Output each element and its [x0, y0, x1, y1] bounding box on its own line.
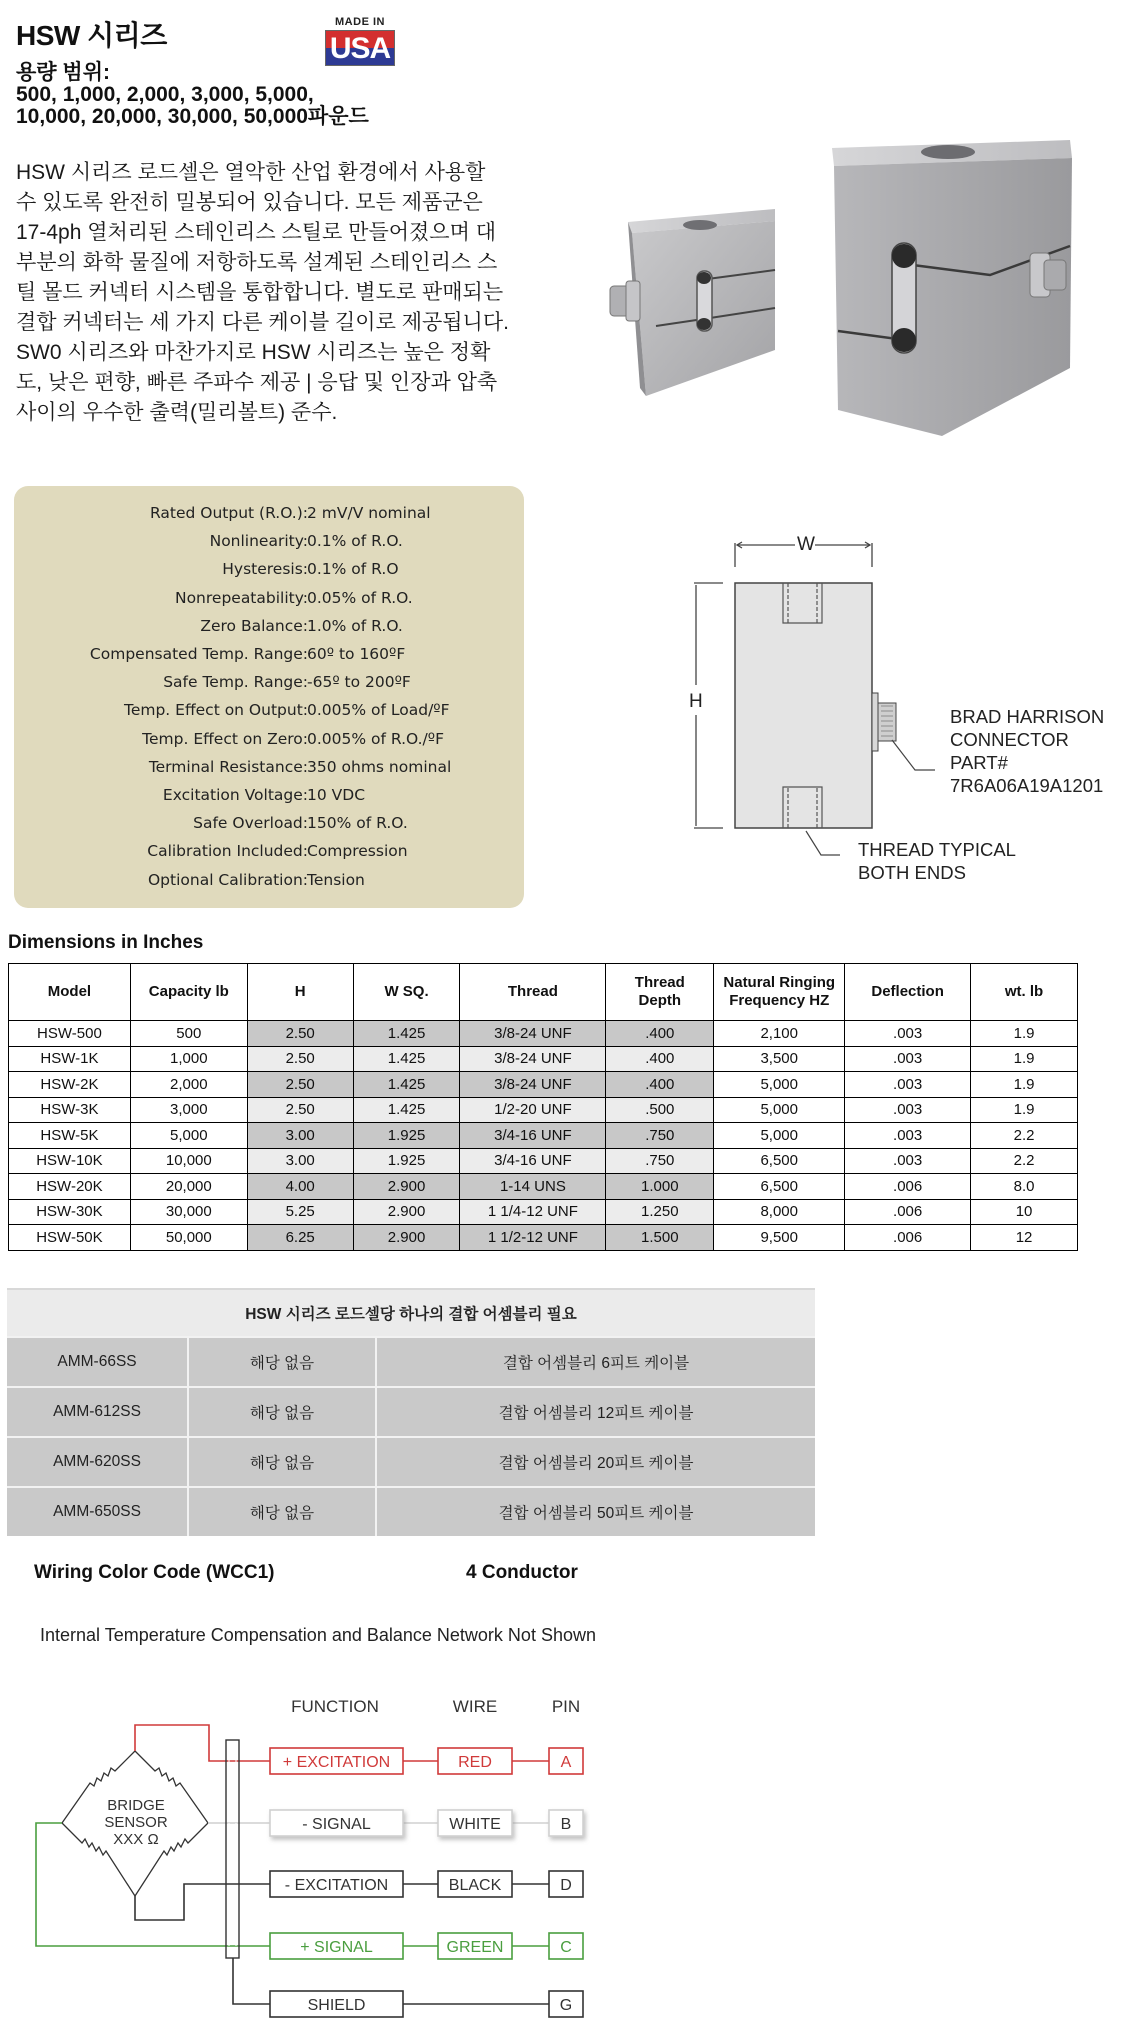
- spec-row: [14, 758, 524, 786]
- table-cell: 3/4-16 UNF: [460, 1148, 606, 1174]
- shield-wire: [233, 1958, 270, 2004]
- table-cell: 10,000: [130, 1148, 247, 1174]
- table-cell: 2.2: [971, 1148, 1078, 1174]
- table-row: [9, 1199, 1078, 1225]
- table-cell: HSW-30K: [9, 1199, 131, 1225]
- wire-box-label: BLACK: [448, 1877, 502, 1894]
- wiring-note: Internal Temperature Compensation and Balance Network Not Shown: [40, 1625, 596, 1645]
- connector-line-3: PART#: [950, 752, 1008, 773]
- accessory-description: 결합 어셈블리 20피트 케이블: [376, 1437, 815, 1487]
- spec-value: Compression: [307, 842, 408, 861]
- column-header: Thread Depth: [606, 964, 714, 1021]
- table-cell: .006: [845, 1174, 971, 1200]
- large-load-cell: [832, 140, 1072, 436]
- made-in-text: MADE IN: [335, 16, 385, 28]
- table-cell: 2.900: [353, 1174, 460, 1200]
- accessory-row: [7, 1387, 815, 1437]
- table-cell: 2.50: [247, 1072, 353, 1098]
- table-cell: 10: [971, 1199, 1078, 1225]
- spec-row: [14, 560, 524, 588]
- table-cell: 1.9: [971, 1072, 1078, 1098]
- table-row: [9, 1021, 1078, 1047]
- function-box-label: - EXCITATION: [284, 1877, 389, 1894]
- table-cell: 2.50: [247, 1046, 353, 1072]
- thread-note-line-2: BOTH ENDS: [858, 862, 966, 883]
- table-cell: .006: [845, 1225, 971, 1251]
- spec-label: Safe Overload:: [193, 814, 308, 833]
- wiring-diagram: [0, 1680, 640, 2039]
- table-row: [9, 1123, 1078, 1149]
- spec-value: 2 mV/V nominal: [307, 504, 431, 522]
- wiring-row: [270, 1871, 583, 1897]
- column-header: H: [247, 964, 353, 1021]
- table-cell: 1.925: [353, 1148, 460, 1174]
- connector-part-number: 7R6A06A19A1201: [950, 775, 1104, 796]
- table-cell: .500: [606, 1097, 714, 1123]
- table-cell: 1.250: [606, 1199, 714, 1225]
- spec-value: 60º to 160ºF: [307, 645, 406, 663]
- table-cell: HSW-5K: [9, 1123, 131, 1149]
- h-label: H: [689, 691, 703, 712]
- table-cell: 3.00: [247, 1123, 353, 1149]
- accessory-row: [7, 1437, 815, 1487]
- spec-value: -65º to 200ºF: [307, 673, 411, 692]
- accessory-model: AMM-66SS: [7, 1337, 188, 1387]
- page-title: HSW 시리즈: [16, 20, 167, 51]
- table-cell: 2.900: [353, 1225, 460, 1251]
- table-row: [9, 1046, 1078, 1072]
- table-cell: 1 1/2-12 UNF: [460, 1225, 606, 1251]
- table-cell: .400: [606, 1021, 714, 1047]
- spec-label: Compensated Temp. Range:: [89, 645, 308, 663]
- dimensions-header-row: [9, 964, 1078, 1021]
- pin-column-header: PIN: [551, 1697, 581, 1716]
- dimensions-title: Dimensions in Inches: [8, 932, 204, 953]
- table-cell: 3/8-24 UNF: [460, 1072, 606, 1098]
- spec-row: [14, 532, 524, 560]
- bridge-label-3: XXX Ω: [113, 1831, 159, 1848]
- table-cell: 6,500: [714, 1148, 845, 1174]
- spec-label: Temp. Effect on Zero:: [142, 729, 308, 748]
- wiring-title: Wiring Color Code (WCC1): [34, 1562, 275, 1583]
- table-cell: 1.500: [606, 1225, 714, 1251]
- table-cell: 5,000: [714, 1123, 845, 1149]
- accessory-description: 결합 어셈블리 12피트 케이블: [376, 1387, 815, 1437]
- spec-value: 0.1% of R.O: [307, 560, 399, 579]
- column-header: Thread: [460, 964, 606, 1021]
- black-wire: [135, 1884, 270, 1920]
- spec-row: [14, 701, 524, 729]
- table-cell: 5,000: [714, 1072, 845, 1098]
- column-header: Capacity lb: [130, 964, 247, 1021]
- spec-label: Excitation Voltage:: [162, 786, 308, 804]
- spec-value: 0.005% of R.O./ºF: [307, 729, 444, 748]
- column-header: W SQ.: [353, 964, 460, 1021]
- dimension-drawing: [680, 525, 1144, 895]
- table-cell: 1.9: [971, 1046, 1078, 1072]
- table-row: [9, 1148, 1078, 1174]
- wire-column-header: WIRE: [452, 1697, 498, 1716]
- red-wire: [135, 1725, 270, 1761]
- table-cell: 6,500: [714, 1174, 845, 1200]
- spec-panel: [14, 486, 524, 908]
- accessory-na: 해당 없음: [188, 1437, 376, 1487]
- accessory-description: 결합 어셈블리 6피트 케이블: [376, 1337, 815, 1387]
- wire-box-label: WHITE: [449, 1816, 501, 1833]
- table-cell: 5.25: [247, 1199, 353, 1225]
- table-cell: 1.000: [606, 1174, 714, 1200]
- table-cell: HSW-500: [9, 1021, 131, 1047]
- accessory-na: 해당 없음: [188, 1487, 376, 1536]
- table-cell: 2.2: [971, 1123, 1078, 1149]
- table-cell: 3.00: [247, 1148, 353, 1174]
- table-cell: 1 1/4-12 UNF: [460, 1199, 606, 1225]
- column-header: wt. lb: [971, 964, 1078, 1021]
- table-cell: .003: [845, 1021, 971, 1047]
- made-in-usa-logo: [325, 16, 395, 68]
- wire-box-label: RED: [458, 1754, 492, 1771]
- usa-text: USA: [329, 32, 391, 65]
- table-cell: 1.425: [353, 1097, 460, 1123]
- table-cell: HSW-2K: [9, 1072, 131, 1098]
- table-cell: 3,500: [714, 1046, 845, 1072]
- table-cell: 3/4-16 UNF: [460, 1123, 606, 1149]
- usa-flag-icon: [325, 30, 395, 66]
- spec-value: 0.05% of R.O.: [307, 588, 413, 607]
- capacity-values-line1: 500, 1,000, 2,000, 3,000, 5,000,: [16, 83, 314, 106]
- wire-box-label: GREEN: [446, 1939, 504, 1956]
- table-cell: 2.900: [353, 1199, 460, 1225]
- spec-value: Tension: [307, 870, 365, 889]
- capacity-label: 용량 범위:: [16, 61, 110, 84]
- connector-line-2: CONNECTOR: [950, 729, 1069, 750]
- pin-box-label: C: [560, 1939, 572, 1956]
- product-photo: [600, 138, 1090, 468]
- bridge-label-2: SENSOR: [104, 1814, 168, 1831]
- table-cell: 1,000: [130, 1046, 247, 1072]
- spec-label: Terminal Resistance:: [148, 757, 308, 776]
- spec-row: [14, 617, 524, 645]
- table-cell: HSW-20K: [9, 1174, 131, 1200]
- table-cell: .006: [845, 1199, 971, 1225]
- table-cell: .750: [606, 1148, 714, 1174]
- table-cell: .003: [845, 1097, 971, 1123]
- table-cell: HSW-1K: [9, 1046, 131, 1072]
- spec-value: 10 VDC: [307, 786, 366, 804]
- table-cell: .003: [845, 1148, 971, 1174]
- table-cell: 500: [130, 1021, 247, 1047]
- table-cell: 8,000: [714, 1199, 845, 1225]
- pin-box-label: G: [559, 1997, 573, 2014]
- function-column-header: FUNCTION: [291, 1697, 379, 1716]
- spec-label: Optional Calibration:: [147, 870, 308, 889]
- capacity-values-line2: 10,000, 20,000, 30,000, 50,000파운드: [16, 105, 369, 128]
- table-cell: 2.50: [247, 1097, 353, 1123]
- connector-icon: [872, 693, 878, 751]
- function-box-label: SHIELD: [307, 1997, 366, 2014]
- table-cell: 5,000: [130, 1123, 247, 1149]
- table-cell: 2,100: [714, 1021, 845, 1047]
- table-cell: 30,000: [130, 1199, 247, 1225]
- cable-shield-icon: [226, 1740, 239, 1958]
- spec-value: 0.1% of R.O.: [307, 532, 403, 551]
- column-header: Model: [9, 964, 131, 1021]
- accessory-na: 해당 없음: [188, 1337, 376, 1387]
- spec-row: [14, 730, 524, 758]
- table-cell: 1.425: [353, 1021, 460, 1047]
- accessories-title: HSW 시리즈 로드셀당 하나의 결합 어셈블리 필요: [7, 1289, 815, 1337]
- table-cell: 3/8-24 UNF: [460, 1021, 606, 1047]
- spec-label: Zero Balance:: [200, 616, 308, 635]
- table-cell: HSW-10K: [9, 1148, 131, 1174]
- function-box-label: - SIGNAL: [302, 1816, 371, 1833]
- function-box-label: + EXCITATION: [282, 1754, 391, 1771]
- wiring-row: [270, 1810, 583, 1836]
- accessory-description: 결합 어셈블리 50피트 케이블: [376, 1487, 815, 1536]
- table-cell: 3,000: [130, 1097, 247, 1123]
- function-box-label: + SIGNAL: [300, 1939, 373, 1956]
- accessories-table: [7, 1288, 815, 1536]
- accessory-model: AMM-620SS: [7, 1437, 188, 1487]
- table-cell: 9,500: [714, 1225, 845, 1251]
- table-cell: 20,000: [130, 1174, 247, 1200]
- table-cell: 1.9: [971, 1021, 1078, 1047]
- column-header: Natural Ringing Frequency HZ: [714, 964, 845, 1021]
- pin-box-label: D: [560, 1877, 572, 1894]
- table-cell: 1-14 UNS: [460, 1174, 606, 1200]
- wiring-row: [270, 1991, 583, 2017]
- spec-row: [14, 786, 524, 814]
- pin-box-label: B: [560, 1816, 572, 1833]
- dimensions-table: [8, 963, 1078, 1251]
- spec-row: [14, 504, 524, 532]
- spec-row: [14, 814, 524, 842]
- table-row: [9, 1225, 1078, 1251]
- wiring-row: [270, 1933, 583, 1959]
- connector-line-1: BRAD HARRISON: [950, 706, 1105, 727]
- table-cell: 12: [971, 1225, 1078, 1251]
- product-description: HSW 시리즈 로드셀은 열악한 산업 환경에서 사용할 수 있도록 완전히 밀봉되어 있습니다. 모든 제품군은 17-4ph 열처리된 스테인리스 스틸로 만들어졌으며 대부분의 화학 물질에 저항하도록 설계된 스테인리스 스틸 몰드 커넥터 시스템을 통합합니다. 별도로 판매되는 결합 커넥터는 세 가지 다른 케이블 길이로 제공됩니다. SW0 시리즈와 마찬가지로 HSW 시리즈는 높은 정확도, 낮은 편향, 빠른 주파수 제공 | 응답 및 인장과 압축 사이의 우수한 출력(밀리볼트) 준수.: [16, 161, 509, 424]
- table-cell: 2,000: [130, 1072, 247, 1098]
- table-cell: HSW-50K: [9, 1225, 131, 1251]
- spec-row: [14, 871, 524, 899]
- conductor-count: 4 Conductor: [466, 1562, 578, 1583]
- table-cell: 6.25: [247, 1225, 353, 1251]
- capacity-range: [16, 62, 369, 128]
- table-cell: 1.925: [353, 1123, 460, 1149]
- table-row: [9, 1072, 1078, 1098]
- thread-note-line-1: THREAD TYPICAL: [858, 839, 1016, 860]
- table-cell: .003: [845, 1046, 971, 1072]
- spec-label: Nonlinearity:: [209, 532, 308, 551]
- table-cell: 8.0: [971, 1174, 1078, 1200]
- spec-row: [14, 673, 524, 701]
- spec-label: Temp. Effect on Output:: [124, 701, 308, 720]
- spec-row: [14, 645, 524, 673]
- table-row: [9, 1174, 1078, 1200]
- table-cell: .400: [606, 1046, 714, 1072]
- spec-row: [14, 589, 524, 617]
- table-cell: .003: [845, 1072, 971, 1098]
- table-cell: 50,000: [130, 1225, 247, 1251]
- spec-label: Hysteresis:: [222, 560, 308, 579]
- accessory-model: AMM-612SS: [7, 1387, 188, 1437]
- pin-box-label: A: [560, 1754, 572, 1771]
- w-label: W: [797, 534, 815, 555]
- table-cell: 1.425: [353, 1072, 460, 1098]
- spec-label: Calibration Included:: [147, 842, 308, 861]
- spec-label: Safe Temp. Range:: [163, 673, 308, 692]
- table-cell: .750: [606, 1123, 714, 1149]
- wiring-row: [270, 1748, 583, 1774]
- table-cell: 2.50: [247, 1021, 353, 1047]
- spec-value: 350 ohms nominal: [307, 757, 452, 776]
- table-cell: .400: [606, 1072, 714, 1098]
- accessory-row: [7, 1337, 815, 1387]
- spec-value: 1.0% of R.O.: [307, 616, 403, 635]
- table-cell: 1.9: [971, 1097, 1078, 1123]
- accessory-model: AMM-650SS: [7, 1487, 188, 1536]
- accessory-row: [7, 1487, 815, 1536]
- spec-value: 150% of R.O.: [307, 814, 408, 833]
- cell-outline: [735, 583, 872, 828]
- spec-label: Nonrepeatability:: [174, 588, 308, 607]
- table-cell: 4.00: [247, 1174, 353, 1200]
- table-cell: HSW-3K: [9, 1097, 131, 1123]
- column-header: Deflection: [845, 964, 971, 1021]
- small-load-cell: [610, 209, 775, 396]
- accessory-na: 해당 없음: [188, 1387, 376, 1437]
- table-cell: .003: [845, 1123, 971, 1149]
- table-row: [9, 1097, 1078, 1123]
- table-cell: 1.425: [353, 1046, 460, 1072]
- table-cell: 5,000: [714, 1097, 845, 1123]
- table-cell: 1/2-20 UNF: [460, 1097, 606, 1123]
- table-cell: 3/8-24 UNF: [460, 1046, 606, 1072]
- bridge-label-1: BRIDGE: [107, 1797, 165, 1814]
- spec-value: 0.005% of Load/ºF: [307, 701, 450, 720]
- spec-row: [14, 842, 524, 870]
- spec-label: Rated Output (R.O.):: [149, 504, 308, 522]
